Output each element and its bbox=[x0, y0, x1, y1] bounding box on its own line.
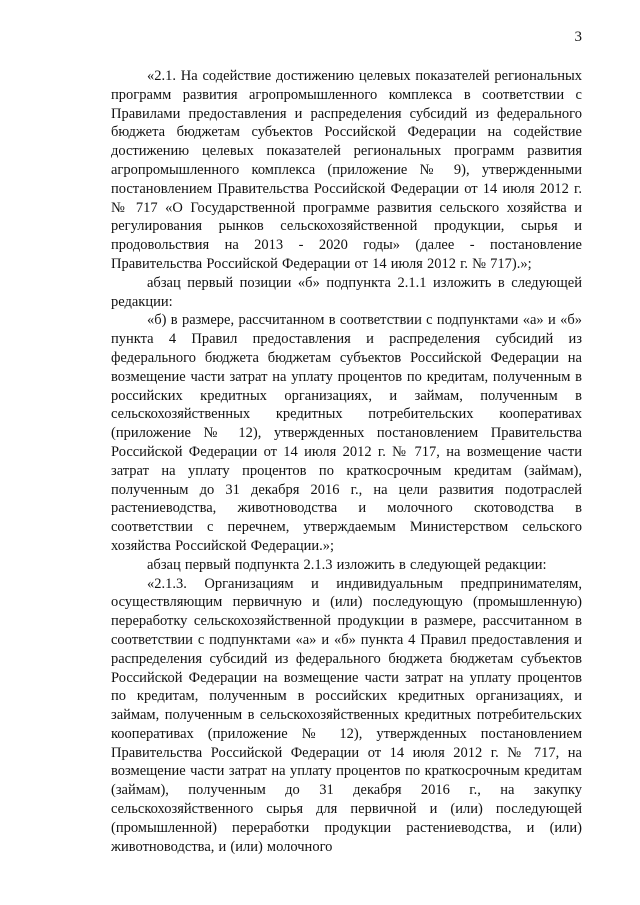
paragraph-amend-2-1-3-intro: абзац первый подпункта 2.1.3 изложить в следующей редакции: bbox=[147, 556, 547, 573]
paragraph-amend-2-1-1-intro: абзац первый позиции «б» подпункта 2.1.1 изложить в следующей редакции: bbox=[111, 274, 582, 310]
document-body bbox=[111, 67, 582, 856]
page-number: 3 bbox=[574, 29, 582, 45]
paragraph-2-1-3: «2.1.3. Организациям и индивидуальным предпринимателям, осуществляющим первичную и (или) последующую (промышленную) переработку сельскохозяйственной продукции в размере, рассчитанном в соответствии с подпунктами «а» и «б» пункта 4 Правил предоставления и распределения субсидий из федерального бюджета бюджетам субъектов Российской Федерации на возмещение части затрат на уплату процентов по кредитам, полученным в российских кредитных организациях, и займам, полученным в сельскохозяйственных кредитных потребительских кооперативах (приложение № 12), утвержденных постановлением Правительства Российской Федерации от 14 июля 2012 г. № 717, на возмещение части затрат на уплату процентов по краткосрочным кредитам (займам), полученным до 31 декабря 2016 г., на закупку сельскохозяйственного сырья для первичной и (или) последующей (промышленной) переработки продукции растениеводства, и (или) животноводства, и (или) молочного bbox=[111, 575, 582, 855]
paragraph-2-1: «2.1. На содействие достижению целевых показателей региональных программ развития агропромышленного комплекса в соответствии с Правилами предоставления и распределения субсидий из федерального бюджета бюджетам субъектов Российской Федерации на содействие достижению целевых показателей региональных программ развития агропромышленного комплекса (приложение № 9), утвержденными постановлением Правительства Российской Федерации от 14 июля 2012 г. № 717 «О Государственной программе развития сельского хозяйства и регулирования рынков сельскохозяйственной продукции, сырья и продовольствия на 2013 - 2020 годы» (далее - постановление Правительства Российской Федерации от 14 июля 2012 г. № 717).»; bbox=[111, 68, 582, 272]
paragraph-item-b: «б) в размере, рассчитанном в соответствии с подпунктами «а» и «б» пункта 4 Правил предоставления и распределения субсидий из федерального бюджета бюджетам субъектов Российской Федерации на возмещение части затрат на уплату процентов по кредитам, полученным в российских кредитных организациях, и займам, полученным в сельскохозяйственных кредитных потребительских кооперативах (приложение № 12), утвержденных постановлением Правительства Российской Федерации от 14 июля 2012 г. № 717, на возмещение части затрат на уплату процентов по краткосрочным кредитам (займам), полученным до 31 декабря 2016 г., на цели развития подотраслей растениеводства, животноводства и молочного скотоводства в соответствии с перечнем, утверждаемым Министерством сельского хозяйства Российской Федерации.»; bbox=[111, 312, 582, 554]
